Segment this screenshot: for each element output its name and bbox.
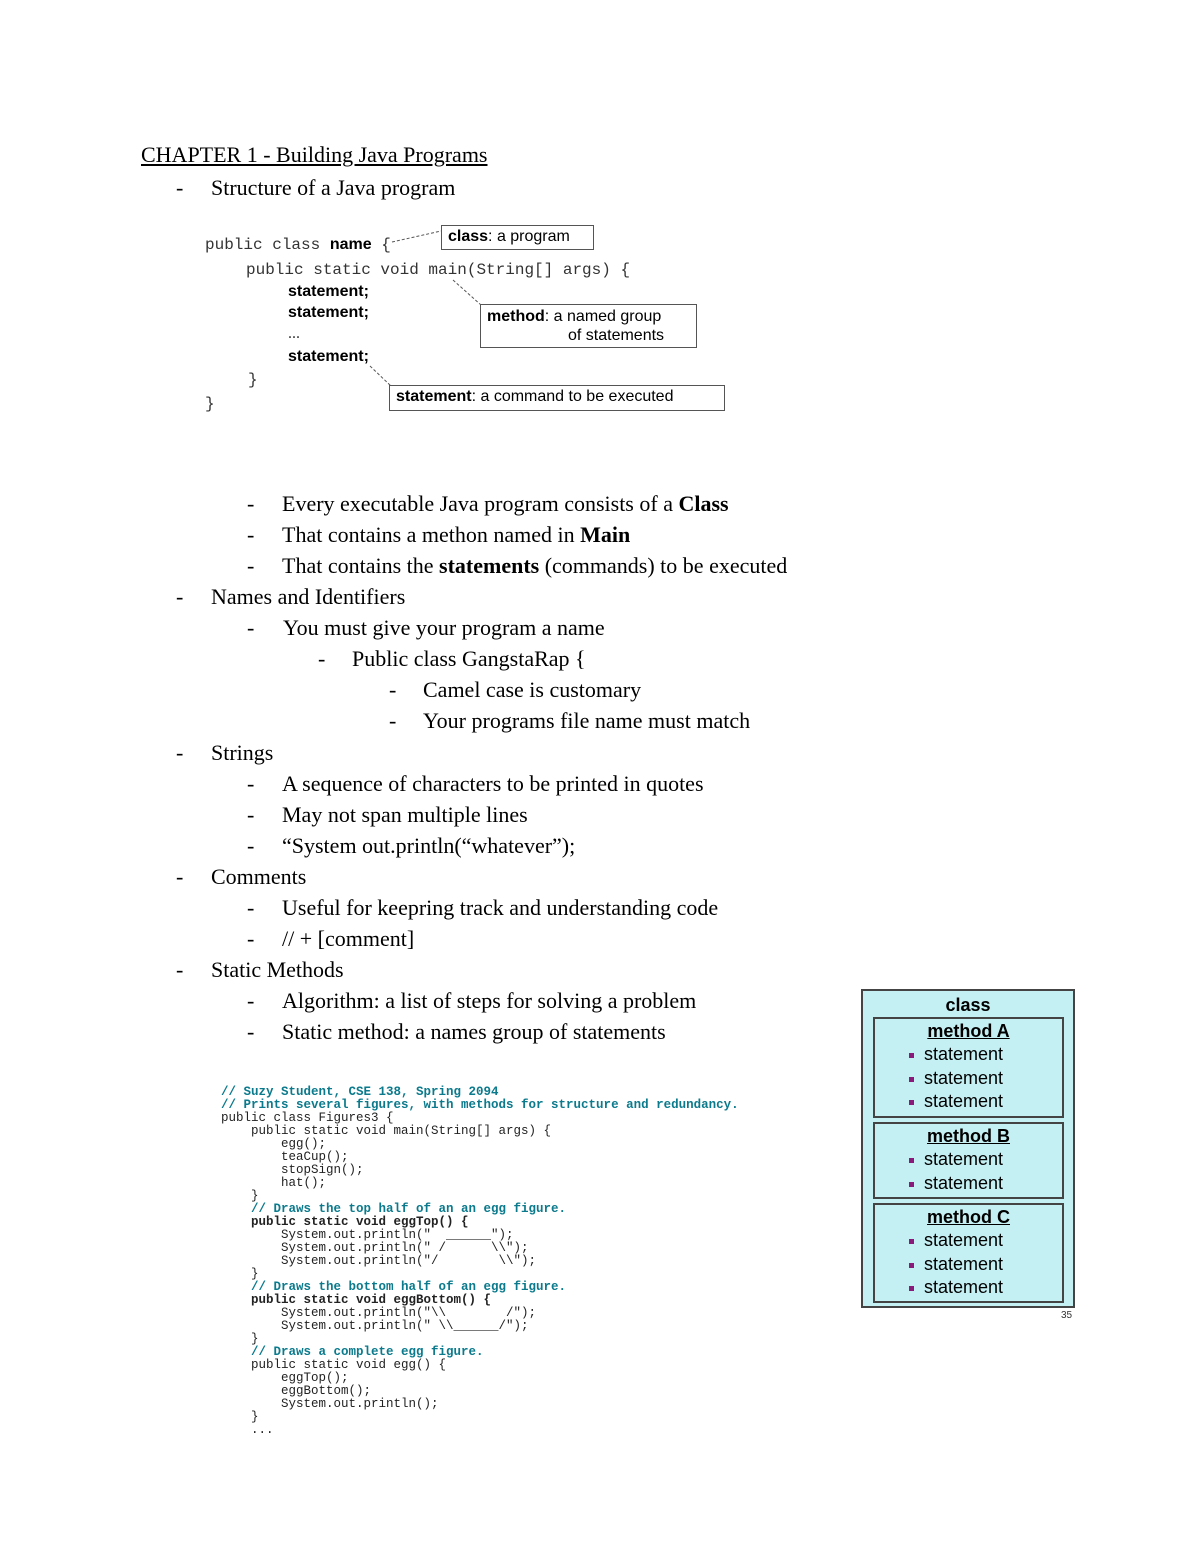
code-line: System.out.println();: [221, 1397, 439, 1411]
code-line: public static void eggBottom() {: [221, 1293, 492, 1307]
code-line: eggTop();: [221, 1371, 349, 1385]
class-name-placeholder: name: [329, 236, 372, 253]
method-a-box: [873, 1017, 1064, 1118]
code-line: public static void eggTop() {: [221, 1215, 469, 1229]
code-line: }: [221, 1332, 259, 1346]
code-line-main: public static void main(String[] args) {: [246, 261, 631, 279]
code-line: public class Figures3 {: [221, 1111, 394, 1125]
code-line: hat();: [221, 1176, 327, 1190]
statement-item: statement: [875, 1229, 1062, 1253]
statement-line-2: statement;: [288, 304, 369, 321]
connector-class: [392, 231, 441, 242]
code-line: egg();: [221, 1137, 327, 1151]
code-line: eggBottom();: [221, 1384, 372, 1398]
code-line-class: public class name {: [205, 236, 391, 254]
code-line: }: [221, 1410, 259, 1424]
code-line: teaCup();: [221, 1150, 349, 1164]
code-comment: // Suzy Student, CSE 138, Spring 2094: [221, 1085, 499, 1099]
statement-item: statement: [875, 1253, 1062, 1277]
bullet-dash: -: [176, 175, 184, 200]
callout-statement: statement: a command to be executed: [389, 385, 725, 411]
code-listing: [221, 1086, 739, 1437]
bullet-text: Structure of a Java program: [211, 175, 456, 200]
statement-line-3: statement;: [288, 348, 369, 365]
callout-class: class: a program: [441, 225, 594, 250]
callout-connectors: [0, 0, 1200, 430]
code-line: System.out.println(" \\______/");: [221, 1319, 529, 1333]
statement-line-1: statement;: [288, 283, 369, 300]
method-c-title: method C: [927, 1207, 1010, 1227]
statement-item: statement: [875, 1276, 1062, 1300]
class-title: class: [945, 995, 991, 1015]
bullet-square-icon: [909, 1263, 914, 1268]
method-a-title: method A: [927, 1021, 1010, 1041]
statement-item: statement: [875, 1172, 1062, 1196]
code-comment: // Draws the top half of an an egg figure.: [221, 1202, 567, 1216]
close-brace-inner: }: [248, 371, 258, 389]
slide-page-number: 35: [1061, 1310, 1073, 1321]
connector-statement: [370, 366, 392, 387]
code-line: ...: [221, 1423, 274, 1437]
code-line: }: [221, 1267, 259, 1281]
method-c-box: [873, 1203, 1064, 1303]
code-line: System.out.println("/ \\");: [221, 1254, 537, 1268]
code-line: System.out.println(" / \\");: [221, 1241, 529, 1255]
statement-item: statement: [875, 1090, 1062, 1114]
code-comment: // Prints several figures, with methods for structure and redundancy.: [221, 1098, 739, 1112]
bullet-square-icon: [909, 1239, 914, 1244]
bullet-square-icon: [909, 1100, 914, 1105]
statement-item: statement: [875, 1148, 1062, 1172]
statement-item: statement: [875, 1043, 1062, 1067]
bullet-square-icon: [909, 1158, 914, 1163]
close-brace-outer: }: [205, 395, 215, 413]
statement-item: statement: [875, 1067, 1062, 1091]
bullet-square-icon: [909, 1286, 914, 1291]
code-line: System.out.println(" ______");: [221, 1228, 514, 1242]
statement-ellipsis: ...: [288, 325, 300, 342]
connector-method: [453, 280, 481, 305]
code-line: public static void egg() {: [221, 1358, 447, 1372]
class-diagram: [861, 989, 1075, 1308]
callout-method: method: a named group of statements: [480, 304, 697, 348]
method-b-title: method B: [927, 1126, 1010, 1146]
page-title: CHAPTER 1 - Building Java Programs: [141, 142, 488, 167]
code-line: stopSign();: [221, 1163, 364, 1177]
code-line: }: [221, 1189, 259, 1203]
method-b-box: [873, 1122, 1064, 1199]
bullet-square-icon: [909, 1053, 914, 1058]
code-comment: // Draws a complete egg figure.: [221, 1345, 484, 1359]
code-line: System.out.println("\\ /");: [221, 1306, 537, 1320]
code-line: public static void main(String[] args) {: [221, 1124, 552, 1138]
bullet-square-icon: [909, 1182, 914, 1187]
bullet-square-icon: [909, 1077, 914, 1082]
code-comment: // Draws the bottom half of an egg figure.: [221, 1280, 567, 1294]
